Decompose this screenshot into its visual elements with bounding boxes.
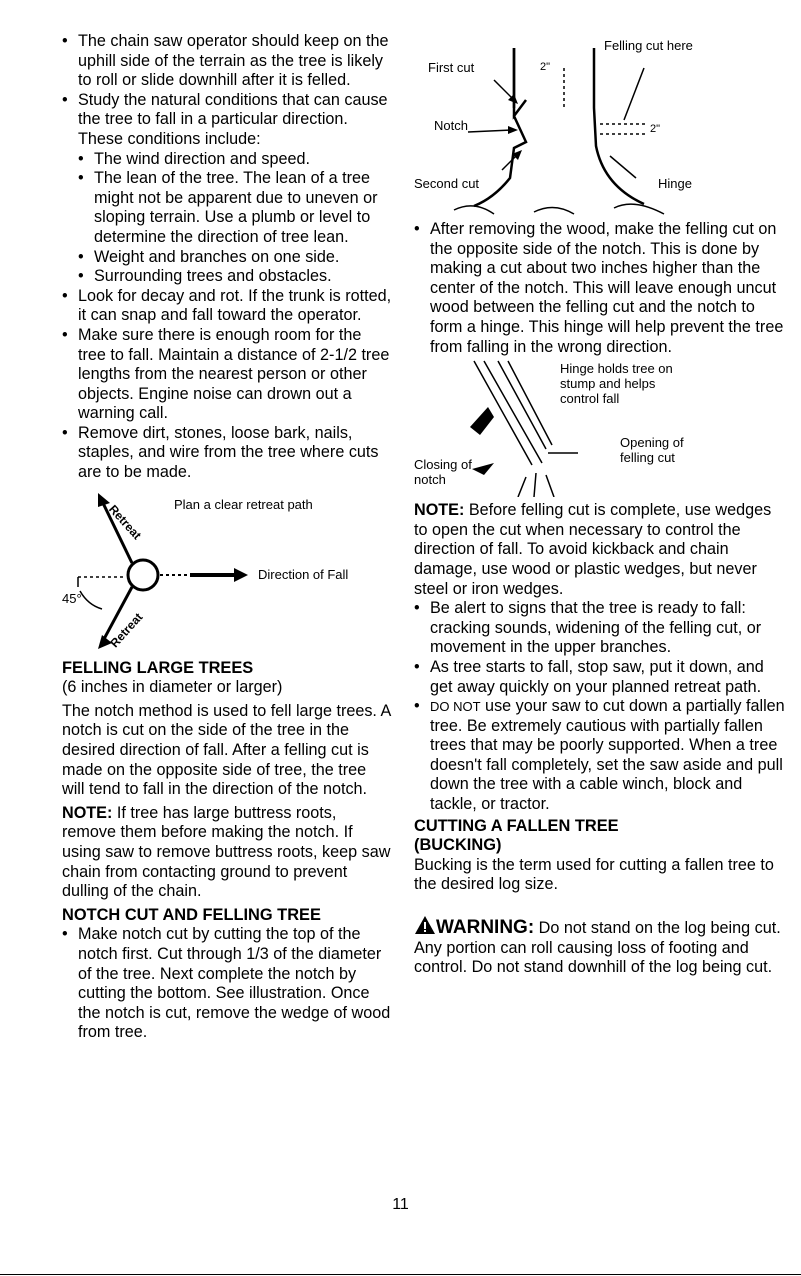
two-inch-top-label: 2" — [540, 61, 551, 73]
warning-text: Do not stand on the log being cut. Any portion can roll causing loss of footing and control. Do not stand downhill of the log being cut. — [414, 919, 781, 977]
list-item: • Look for decay and rot. If the trunk is rotted, it can snap and fall toward the operator. — [62, 287, 392, 326]
list-item: • Surrounding trees and obstacles. — [78, 267, 392, 287]
retreat-path-figure — [62, 487, 392, 659]
closing-of-notch-label: Closing of notch — [414, 457, 472, 488]
hinge-holds-label: Hinge holds tree on stump and helps control fall — [560, 361, 673, 407]
hinge-figure — [414, 357, 786, 497]
felling-cut-list — [414, 220, 786, 357]
warning-block — [414, 915, 786, 978]
bucking-paragraph: Bucking is the term used for cutting a fallen tree to the desired log size. — [414, 855, 774, 894]
bucking-heading: CUTTING A FALLEN TREE — [414, 816, 619, 835]
hinge-label: Hinge — [658, 176, 692, 191]
second-cut-label: Second cut — [414, 176, 480, 191]
precaution-list — [62, 32, 392, 150]
list-item: • Study the natural conditions that can cause the tree to fall in a particular direction. These conditions include: — [62, 91, 392, 150]
felling-cut-here-label: Felling cut here — [604, 38, 693, 53]
felling-paragraph: The notch method is used to fell large trees. A notch is cut on the side of the tree in the desired direction of fall. After a felling cut is made on the opposite side of tree, the tree will tend to fall in the direction of the notch. — [62, 701, 391, 799]
note-text: If tree has large buttress roots, remove them before making the notch. If using saw to remove buttress roots, keep saw chain from contacting ground to prevent dulling of the chain. — [62, 803, 391, 901]
list-item: • Remove dirt, stones, loose bark, nails, staples, and wire from the tree where cuts are to be made. — [62, 424, 392, 483]
buttress-note — [62, 804, 392, 902]
list-item: • The chain saw operator should keep on the uphill side of the terrain as the tree is likely to roll or slide downhill after it is felled. — [62, 32, 392, 91]
left-column — [62, 32, 392, 1043]
falling-signs-list — [414, 599, 786, 815]
page-bottom-rule — [0, 1274, 801, 1275]
notch-cut-heading: NOTCH CUT AND FELLING TREE — [62, 905, 321, 924]
list-item: • Make sure there is enough room for the tree to fall. Maintain a distance of 2-1/2 tree lengths from the nearest person or other objects. Engine noise can drown out a warning call. — [62, 326, 392, 424]
list-item — [414, 697, 786, 815]
retreat-word-lower: Retreat — [107, 609, 146, 650]
notch-cut-figure — [414, 38, 786, 220]
list-item: • Make notch cut by cutting the top of the notch first. Cut through 1/3 of the diameter of the tree. Next complete the notch by cutting the bottom. See illustration. Once the notch is cut, remove the wedge of wood from tree. — [62, 925, 392, 1043]
angle-label: 45° — [62, 590, 82, 606]
list-item: • After removing the wood, make the felling cut on the opposite side of the notch. This is done by making a cut about two inches higher than the center of the notch. This will leave enough uncut wood between the felling cut and the notch to form a hinge. This hinge will help prevent the tree from falling in the wrong direction. — [414, 220, 786, 357]
opening-of-felling-cut-label: Opening of felling cut — [620, 435, 684, 466]
right-column — [414, 38, 786, 978]
precaution-list-2 — [62, 287, 392, 483]
direction-of-fall-label: Direction of Fall — [258, 566, 349, 582]
notch-list — [62, 925, 392, 1043]
notch-label: Notch — [434, 118, 468, 133]
retreat-word-upper: Retreat — [106, 501, 145, 542]
list-item: • The lean of the tree. The lean of a tree might not be apparent due to uneven or sloping terrain. Use a plumb or level to determine the direction of tree lean. — [78, 169, 392, 247]
note-label: NOTE: — [414, 501, 465, 520]
list-item: • Be alert to signs that the tree is ready to fall: cracking sounds, widening of the felling cut, or movement in the upper branches. — [414, 599, 786, 658]
felling-subheading: (6 inches in diameter or larger) — [62, 678, 283, 697]
conditions-list — [78, 150, 392, 287]
bucking-subheading: (BUCKING) — [414, 836, 502, 855]
warning-icon — [414, 915, 436, 935]
list-item: • Weight and branches on one side. — [78, 248, 392, 268]
do-not-label: DO NOT — [430, 699, 481, 715]
plan-retreat-label: Plan a clear retreat path — [174, 496, 313, 512]
warning-label: WARNING: — [436, 917, 535, 939]
do-not-text: use your saw to cut down a partially fallen tree. Be extremely cautious with partially fallen trees that may be poorly supported. When a tree doesn't fall completely, set the saw aside and pull down the tree with a cable winch, block and tackle, or tractor. — [430, 697, 785, 814]
note-label: NOTE: — [62, 803, 113, 822]
list-item: • The wind direction and speed. — [78, 150, 392, 170]
first-cut-label: First cut — [428, 60, 475, 75]
felling-large-trees-heading: FELLING LARGE TREES — [62, 658, 254, 677]
page-number: 11 — [392, 1196, 409, 1213]
two-inch-side-label: 2" — [650, 123, 661, 135]
wedges-note — [414, 501, 786, 599]
note-text: Before felling cut is complete, use wedges to open the cut when necessary to control the direction of fall. To avoid kickback and chain damage, use wood or plastic wedges, but never steel or iron wedges. — [414, 501, 772, 598]
list-item: • As tree starts to fall, stop saw, put it down, and get away quickly on your planned retreat path. — [414, 658, 786, 697]
